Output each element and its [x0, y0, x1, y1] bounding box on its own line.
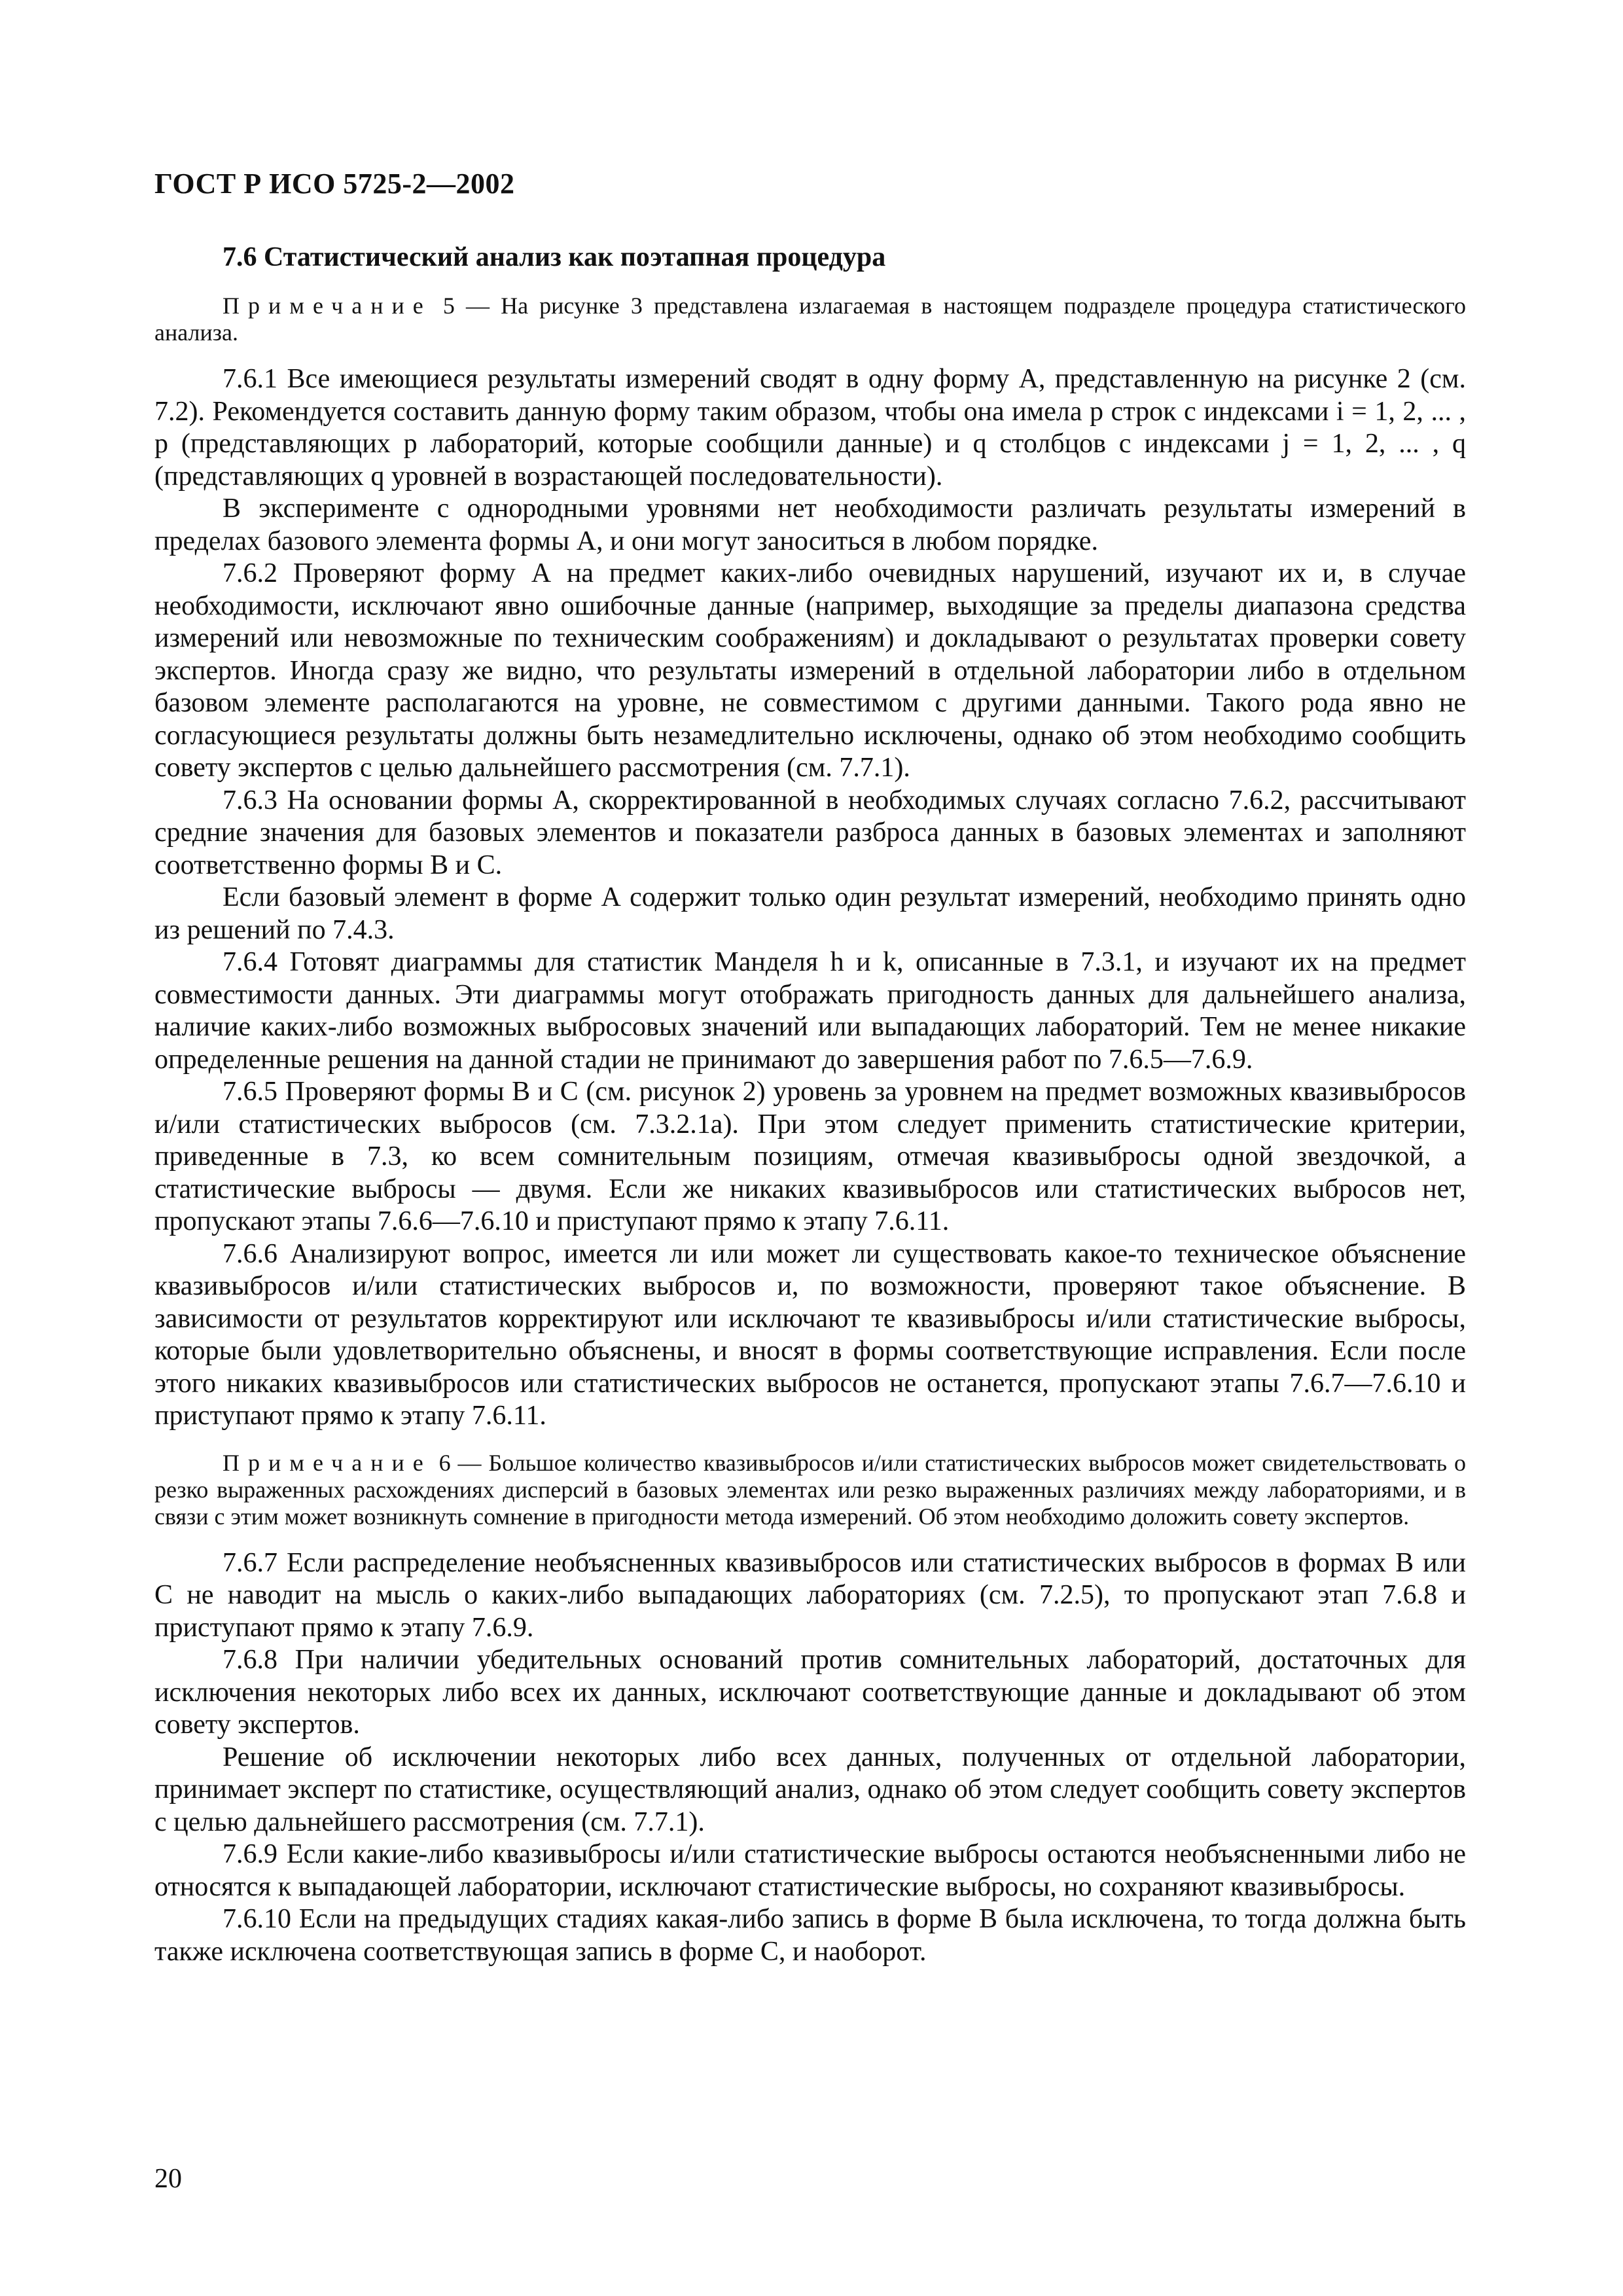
note-6-prefix: Примечание — [223, 1449, 432, 1476]
page-number: 20 — [154, 2164, 182, 2194]
paragraph-7-6-1: 7.6.1 Все имеющиеся результаты измерений сводят в одну форму А, представленную на рисунке 2 (см. 7.2). Рекомендуется составить данную форму таким образом, чтобы она имела p строк с индексами i = 1, 2, ... , p (представляющих p лабораторий, которые сообщили данные) и q столбцов с индексами j = 1, 2, ... , q (представляющих q уровней в возрастающей последовательности). — [154, 364, 1466, 492]
paragraph-single-result: Если базовый элемент в форме А содержит только один результат измерений, необходимо принять одно из решений по 7.4.3. — [154, 882, 1466, 945]
paragraph-homogeneous: В эксперименте с однородными уровнями нет необходимости различать результаты измерений в пределах базового элемента формы А, и они могут заноситься в любом порядке. — [154, 493, 1466, 556]
paragraph-7-6-7: 7.6.7 Если распределение необъясненных квазивыбросов или статистических выбросов в формах В или С не наводит на мысль о каких-либо выпадающих лабораториях (см. 7.2.5), то пропускают этап 7.6.8 и приступают прямо к этапу 7.6.9. — [154, 1547, 1466, 1643]
note-5 — [154, 293, 1466, 346]
paragraph-7-6-5: 7.6.5 Проверяют формы В и С (см. рисунок 2) уровень за уровнем на предмет возможных квазивыбросов и/или статистических выбросов (см. 7.3.2.1а). При этом следует применить статистические критерии, приведенные в 7.3, ко всем сомнительным позициям, отмечая квазивыбросы одной звездочкой, а статистические выбросы — двумя. Если же никаких квазивыбросов или статистических выбросов нет, пропускают этапы 7.6.6—7.6.10 и приступают прямо к этапу 7.6.11. — [154, 1077, 1466, 1236]
paragraph-7-6-10: 7.6.10 Если на предыдущих стадиях какая-либо запись в форме В была исключена, то тогда должна быть также исключена соответствующая запись в форме С, и наоборот. — [154, 1904, 1466, 1967]
note-5-prefix: Примечание — [223, 293, 432, 319]
note-5-text: 5 — На рисунке 3 представлена излагаемая в настоящем подразделе процедура статистического анализа. — [154, 293, 1466, 346]
section-title: 7.6 Статистический анализ как поэтапная процедура — [223, 242, 886, 272]
paragraph-7-6-3: 7.6.3 На основании формы А, скорректированной в необходимых случаях согласно 7.6.2, рассчитывают средние значения для базовых элементов и показатели разброса данных в базовых элементах и заполняют соответственно формы В и С. — [154, 785, 1466, 880]
paragraph-7-6-9: 7.6.9 Если какие-либо квазивыбросы и/или статистические выбросы остаются необъясненными либо не относятся к выпадающей лаборатории, исключают статистические выбросы, но сохраняют квазивыбросы. — [154, 1839, 1466, 1902]
note-6 — [154, 1450, 1466, 1530]
page-content — [154, 239, 1466, 1968]
paragraph-7-6-2: 7.6.2 Проверяют форму А на предмет каких-либо очевидных нарушений, изучают их и, в случае необходимости, исключают явно ошибочные данные (например, выходящие за пределы диапазона средства измерений или невозможные по техническим соображениям) и докладывают о результатах проверки совету экспертов. Иногда сразу же видно, что результаты измерений в отдельной лаборатории либо в отдельном базовом элементе располагаются на уровне, не совместимом с другими данными. Такого рода явно не согласующиеся результаты должны быть незамедлительно исключены, однако об этом необходимо сообщить совету экспертов с целью дальнейшего рассмотрения (см. 7.7.1). — [154, 558, 1466, 783]
paragraph-exclusion-decision: Решение об исключении некоторых либо всех данных, полученных от отдельной лаборатории, принимает эксперт по статистике, осуществляющий анализ, однако об этом следует сообщить совету экспертов с целью дальнейшего рассмотрения (см. 7.7.1). — [154, 1742, 1466, 1837]
document-header: ГОСТ Р ИСО 5725-2—2002 — [154, 168, 515, 200]
paragraph-7-6-6: 7.6.6 Анализируют вопрос, имеется ли или может ли существовать какое-то техническое объяснение квазивыбросов и/или статистических выбросов и, по возможности, проверяют такое объяснение. В зависимости от результатов корректируют или исключают те квазивыбросы и/или статистические выбросы, которые были удовлетворительно объяснены, и вносят в формы соответствующие исправления. Если после этого никаких квазивыбросов или статистических выбросов не останется, пропускают этапы 7.6.7—7.6.10 и приступают прямо к этапу 7.6.11. — [154, 1238, 1466, 1431]
paragraph-7-6-4: 7.6.4 Готовят диаграммы для статистик Манделя h и k, описанные в 7.3.1, и изучают их на предмет совместимости данных. Эти диаграммы могут отображать пригодность данных для дальнейшего анализа, наличие каких-либо возможных выбросовых значений или выпадающих лабораторий. Тем не менее никакие определенные решения на данной стадии не принимают до завершения работ по 7.6.5—7.6.9. — [154, 947, 1466, 1075]
note-6-text: 6 — Большое количество квазивыбросов и/или статистических выбросов может свидетельствовать о резко выраженных расхождениях дисперсий в базовых элементах или резко выраженных различиях между лабораториями, и в связи с этим может возникнуть сомнение в пригодности метода измерений. Об этом необходимо доложить совету экспертов. — [154, 1449, 1466, 1530]
paragraph-7-6-8: 7.6.8 При наличии убедительных оснований против сомнительных лабораторий, достаточных для исключения некоторых либо всех их данных, исключают соответствующие данные и докладывают об этом совету экспертов. — [154, 1645, 1466, 1740]
